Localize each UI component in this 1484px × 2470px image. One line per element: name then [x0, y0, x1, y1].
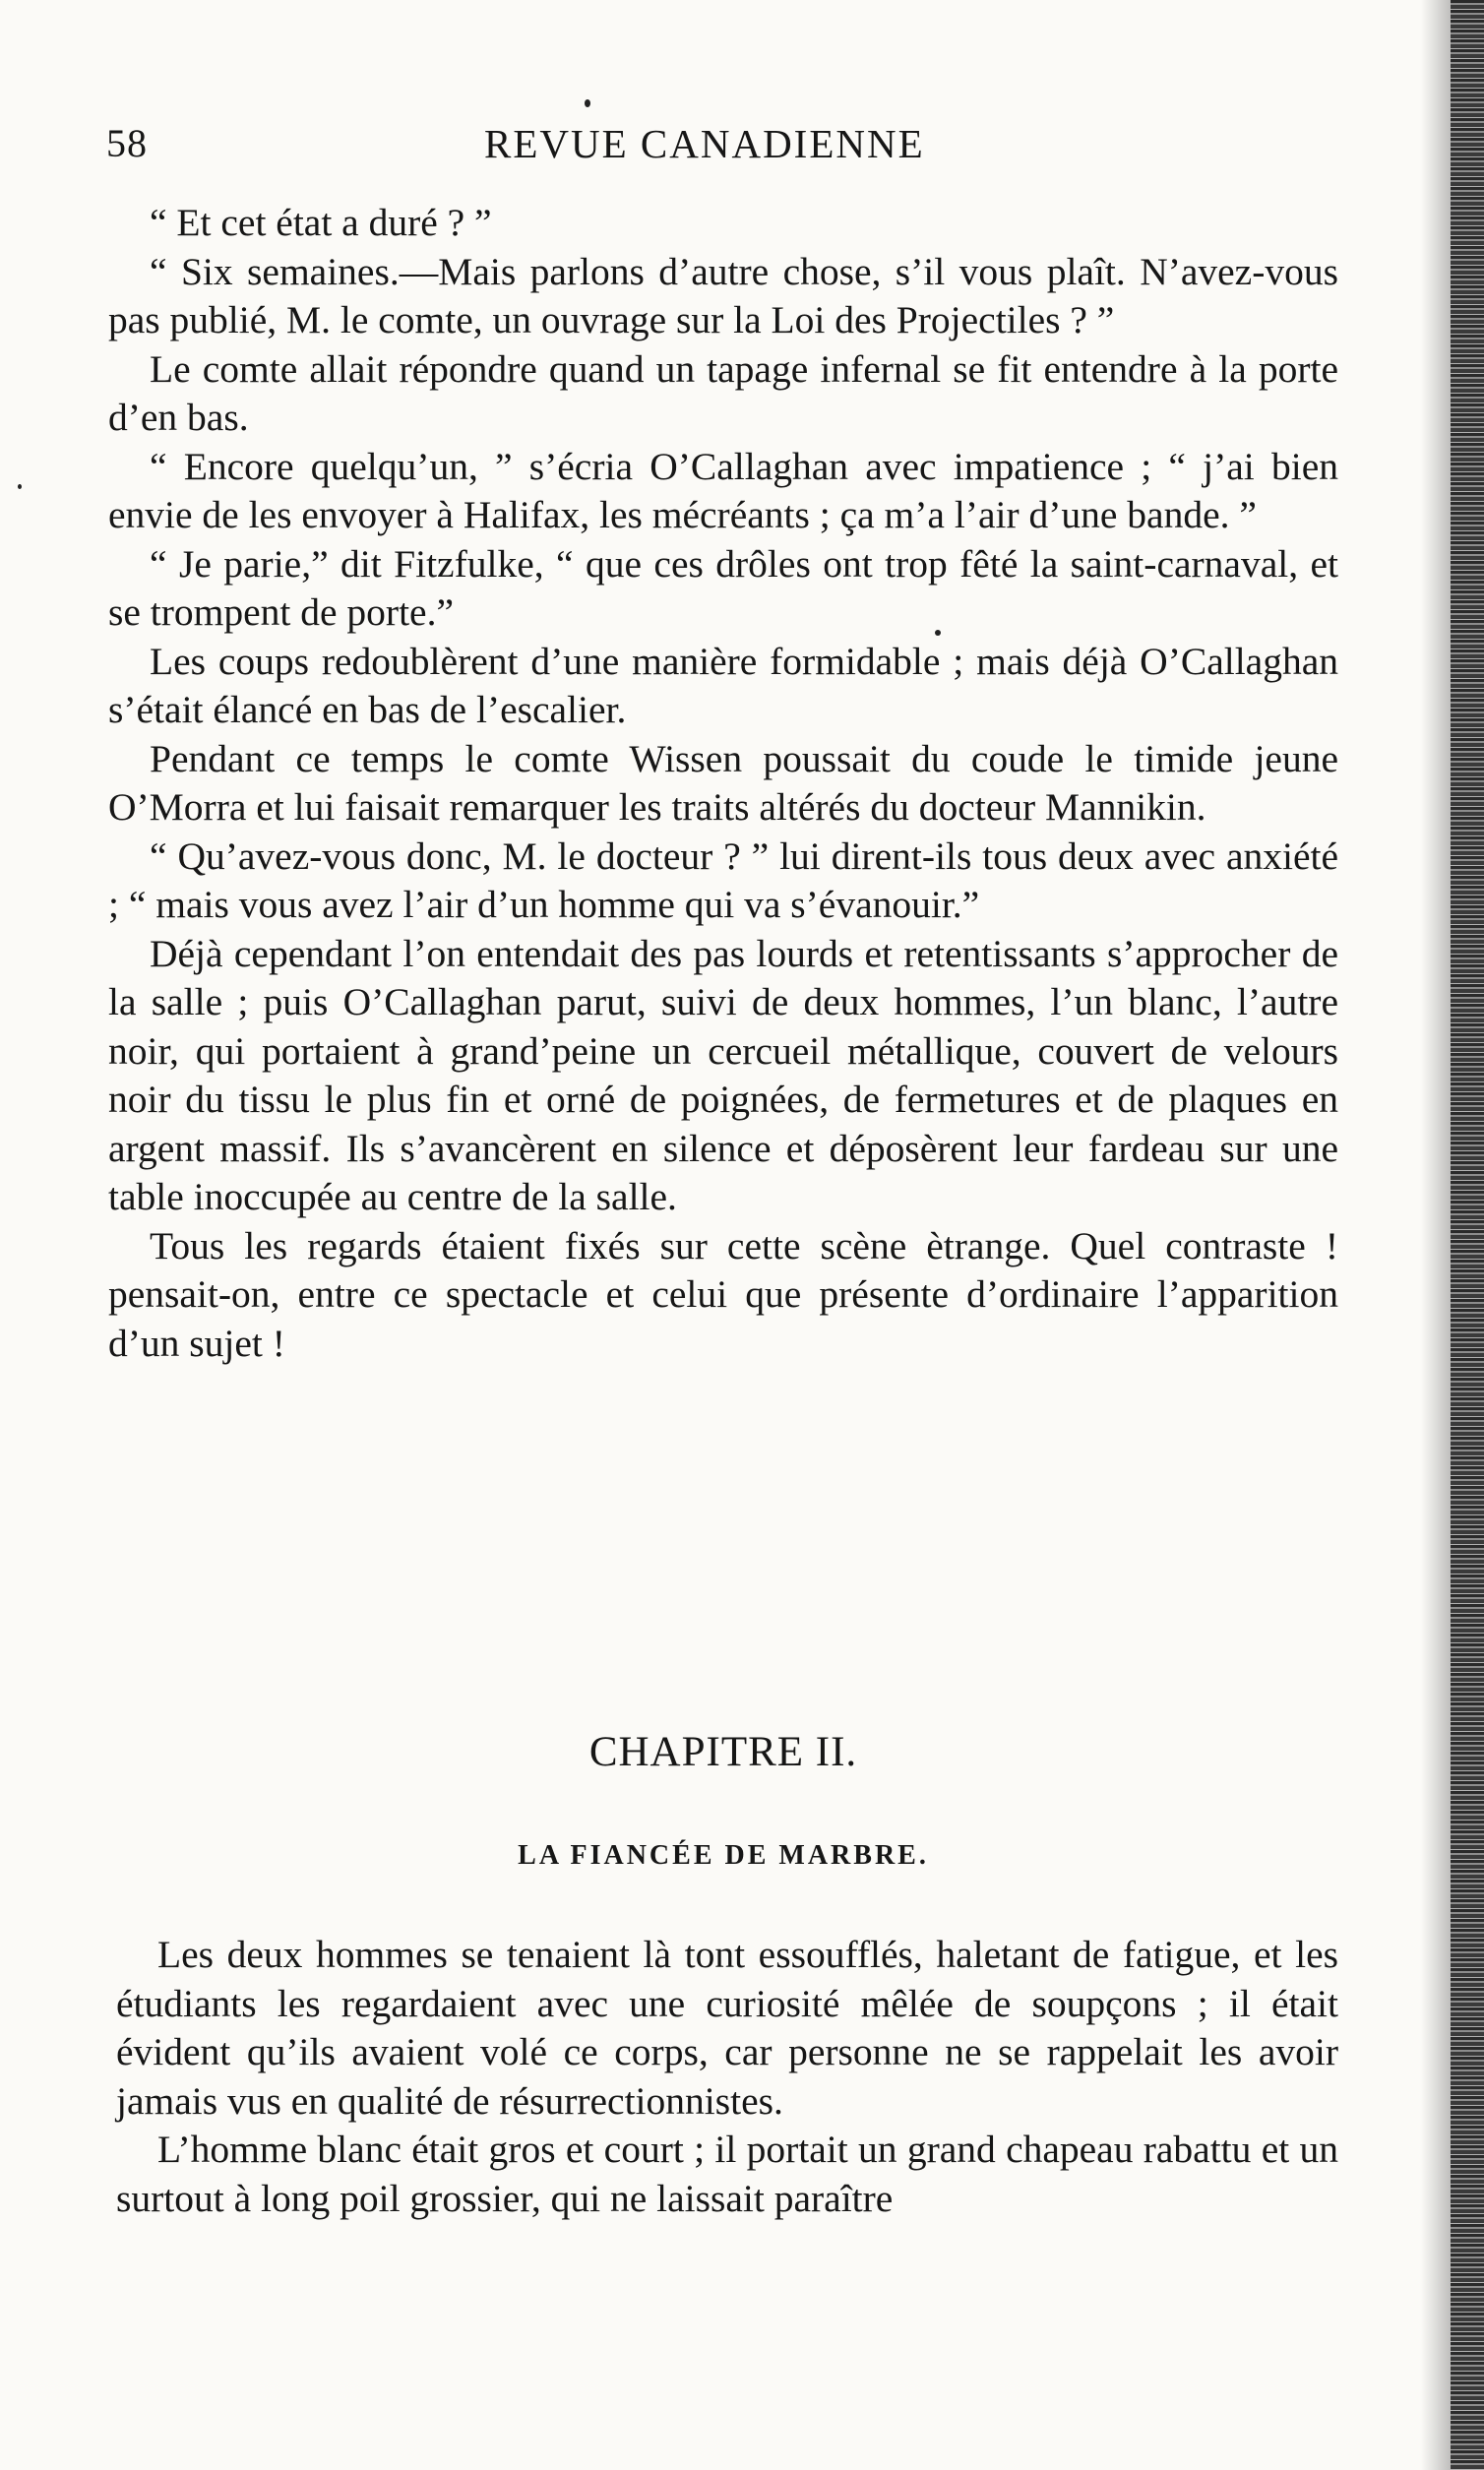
- paragraph: “ Six semaines.—Mais parlons d’autre chose, s’il vous plaît. N’avez-vous pas publié, M. le comte, un ouvrage sur la Loi des Projectiles ? ”: [108, 249, 1338, 341]
- chapter-subtitle: LA FIANCÉE DE MARBRE.: [518, 1840, 929, 1871]
- paragraph: Le comte allait répondre quand un tapage infernal se fit entendre à la porte d’en bas.: [108, 346, 1338, 439]
- body-text: [108, 199, 1338, 1368]
- page-number: 58: [106, 121, 148, 165]
- page-edge-shadow: [1421, 0, 1451, 2470]
- page-edge-scan: [1451, 0, 1484, 2470]
- paragraph: Déjà cependant l’on entendait des pas lourds et retentissants s’approcher de la salle ; puis O’Callaghan parut, suivi de deux hommes, l’un blanc, l’autre noir, qui portaient à grand’peine un cercueil métallique, couvert de velours noir du tissu le plus fin et orné de poignées, de fermetures et de plaques en argent massif. Ils s’avancèrent en silence et déposèrent leur fardeau sur une table inoccupée au centre de la salle.: [108, 931, 1338, 1218]
- paragraph: “ Et cet état a duré ? ”: [150, 201, 492, 244]
- paragraph: Les deux hommes se tenaient là tont essoufflés, haletant de fatigue, et les étudiants les regardaient avec une curiosité mêlée de soupçons ; il était évident qu’ils avaient volé ce corps, car personne ne se rappelait les avoir jamais vus en qualité de résurrectionnistes.: [116, 1933, 1338, 2123]
- page-header: [106, 120, 1336, 179]
- chapter-text: [116, 1931, 1338, 2223]
- chapter-title: CHAPITRE II.: [588, 1729, 858, 1775]
- paragraph: “ Encore quelqu’un, ” s’écria O’Callaghan avec impatience ; “ j’ai bien envie de les envoyer à Halifax, les mécréants ; ça m’a l’air d’une bande. ”: [108, 444, 1338, 536]
- paragraph: Tous les regards étaient fixés sur cette scène ètrange. Quel contraste ! pensait-on, entre ce spectacle et celui que présente d’ordinaire l’apparition d’un sujet !: [108, 1223, 1338, 1365]
- paragraph: “ Je parie,” dit Fitzfulke, “ que ces drôles ont trop fêté la saint-carnaval, et se trompent de porte.”: [108, 541, 1338, 634]
- paragraph: Pendant ce temps le comte Wissen poussait du coude le timide jeune O’Morra et lui faisait remarquer les traits altérés du docteur Mannikin.: [108, 736, 1338, 829]
- ink-speck: [18, 484, 22, 489]
- running-title: REVUE CANADIENNE: [484, 121, 925, 166]
- paragraph: L’homme blanc était gros et court ; il portait un grand chapeau rabattu et un surtout à long poil grossier, qui ne laissait paraître: [116, 2128, 1338, 2220]
- paragraph: Les coups redoublèrent d’une manière formidable ; mais déjà O’Callaghan s’était élancé en bas de l’escalier.: [108, 639, 1338, 731]
- ink-speck: [585, 99, 590, 107]
- paragraph: “ Qu’avez-vous donc, M. le docteur ? ” lui dirent-ils tous deux avec anxiété ; “ mais vous avez l’air d’un homme qui va s’évanouir.”: [108, 834, 1338, 926]
